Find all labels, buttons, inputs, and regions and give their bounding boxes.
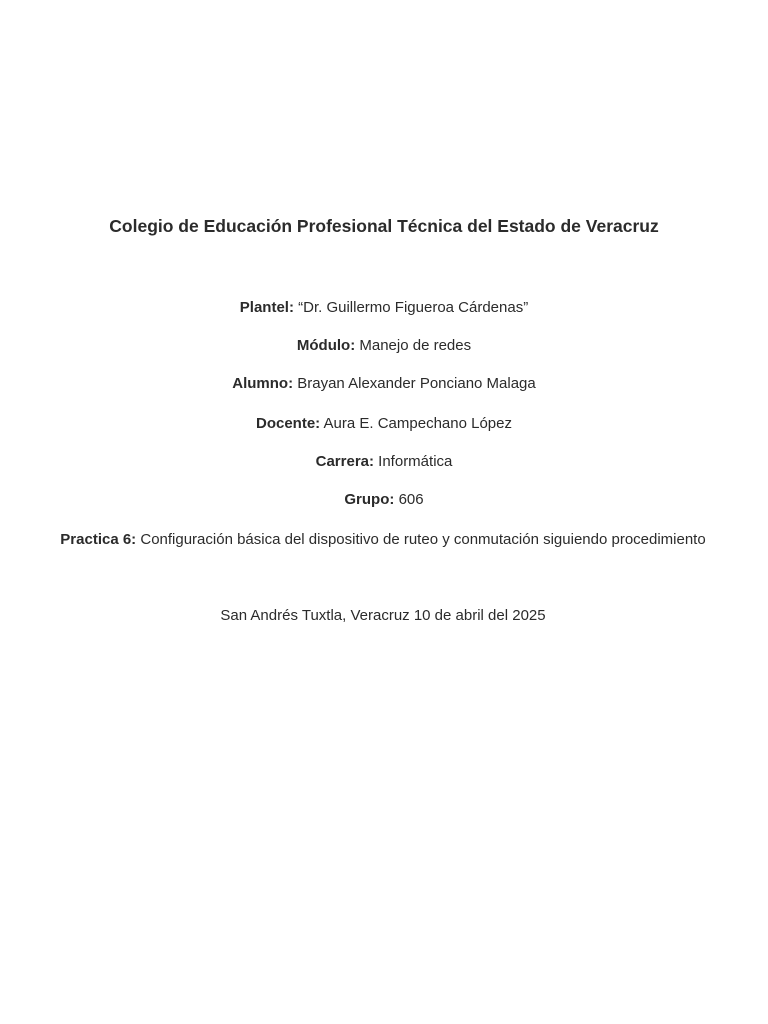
field-value: Configuración básica del dispositivo de ruteo y conmutación siguiendo procedimiento — [140, 531, 706, 548]
field-docente — [0, 414, 768, 434]
place-and-date: San Andrés Tuxtla, Veracruz 10 de abril del 2025 — [220, 607, 546, 624]
field-value: “Dr. Guillermo Figueroa Cárdenas” — [298, 299, 529, 316]
field-modulo — [0, 336, 768, 356]
field-value: Aura E. Campechano López — [323, 415, 512, 432]
field-label: Grupo: — [344, 491, 395, 508]
field-grupo — [0, 490, 768, 510]
field-label: Carrera: — [315, 453, 374, 470]
field-value: Manejo de redes — [359, 337, 472, 354]
field-plantel — [0, 298, 768, 318]
field-carrera — [0, 452, 768, 472]
field-label: Alumno: — [232, 375, 294, 392]
field-label: Docente: — [256, 415, 321, 432]
field-label: Practica 6: — [60, 531, 137, 548]
field-alumno — [0, 374, 768, 394]
field-value: Brayan Alexander Ponciano Malaga — [297, 375, 536, 392]
field-value: 606 — [398, 491, 424, 508]
field-practica — [0, 530, 767, 550]
document-title: Colegio de Educación Profesional Técnica del Estado de Veracruz — [109, 216, 659, 236]
field-label: Módulo: — [296, 337, 356, 354]
field-value: Informática — [378, 453, 453, 470]
field-label: Plantel: — [239, 299, 294, 316]
